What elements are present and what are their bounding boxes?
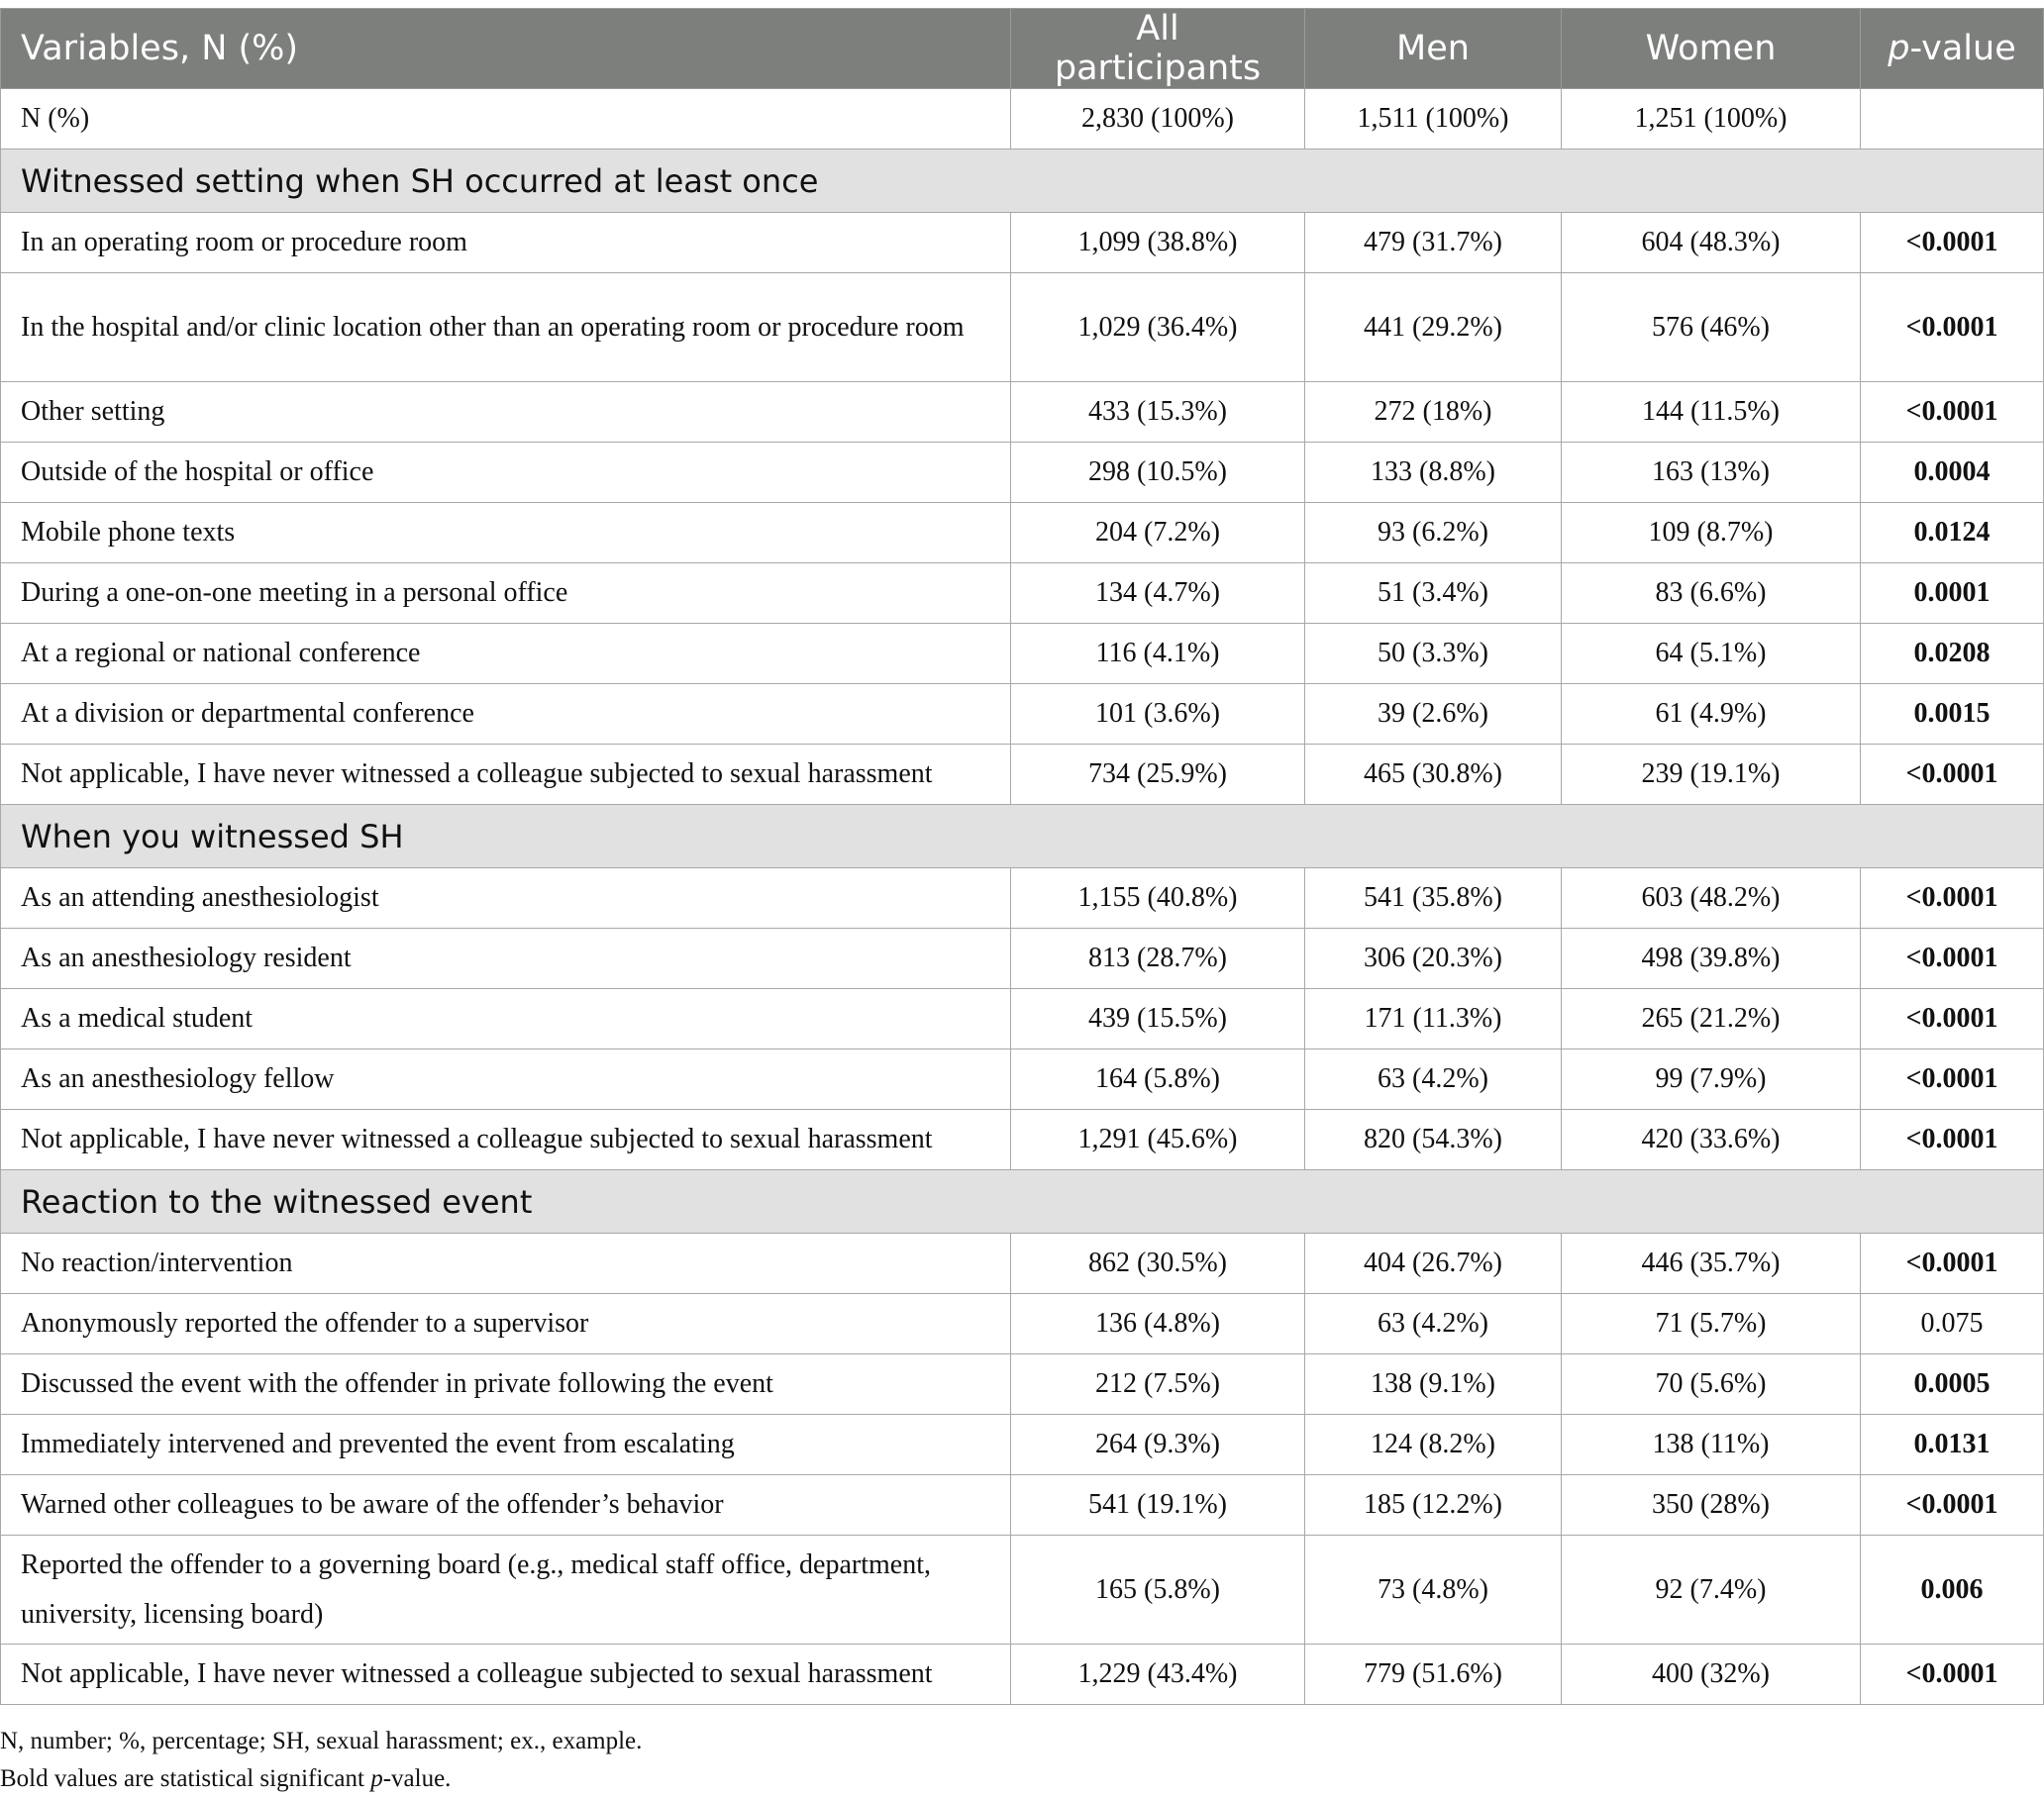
table-row	[1, 1294, 2044, 1354]
table-row	[1, 1354, 2044, 1415]
cell-women: 576 (46%)	[1562, 273, 1861, 382]
cell-men: 820 (54.3%)	[1305, 1110, 1562, 1170]
row-label: Other setting	[1, 382, 1011, 443]
header-variables: Variables, N (%)	[1, 9, 1011, 89]
cell-p-value: <0.0001	[1861, 1110, 2044, 1170]
cell-men: 39 (2.6%)	[1305, 684, 1562, 745]
section-title: Witnessed setting when SH occurred at least once	[1, 150, 2044, 213]
row-label: In the hospital and/or clinic location other than an operating room or procedure room	[1, 273, 1011, 382]
row-label: As an attending anesthesiologist	[1, 868, 1011, 929]
footnote-italic: p	[370, 1765, 383, 1792]
cell-women: 71 (5.7%)	[1562, 1294, 1861, 1354]
n-row	[1, 89, 2044, 150]
row-label: Immediately intervened and prevented the event from escalating	[1, 1415, 1011, 1475]
cell-men: 50 (3.3%)	[1305, 624, 1562, 684]
section-title: Reaction to the witnessed event	[1, 1170, 2044, 1234]
cell-women: 239 (19.1%)	[1562, 745, 1861, 805]
cell-all: 734 (25.9%)	[1011, 745, 1305, 805]
cell-women: 99 (7.9%)	[1562, 1049, 1861, 1110]
row-label: As an anesthesiology resident	[1, 929, 1011, 989]
cell-all: 1,155 (40.8%)	[1011, 868, 1305, 929]
cell-p-value: 0.0001	[1861, 563, 2044, 624]
header-men: Men	[1305, 9, 1562, 89]
table-row	[1, 745, 2044, 805]
table-row	[1, 684, 2044, 745]
section-header-row	[1, 1170, 2044, 1234]
cell-women: 1,251 (100%)	[1562, 89, 1861, 150]
row-label: Outside of the hospital or office	[1, 443, 1011, 503]
cell-women: 64 (5.1%)	[1562, 624, 1861, 684]
cell-women: 138 (11%)	[1562, 1415, 1861, 1475]
cell-p-value: <0.0001	[1861, 989, 2044, 1049]
cell-women: 350 (28%)	[1562, 1475, 1861, 1536]
cell-p-value: 0.0005	[1861, 1354, 2044, 1415]
cell-p-value: 0.075	[1861, 1294, 2044, 1354]
table-row	[1, 929, 2044, 989]
header-all-participants: All participants	[1011, 9, 1305, 89]
header-p-rest: -value	[1909, 29, 2016, 68]
table-row	[1, 1049, 2044, 1110]
cell-all: 1,029 (36.4%)	[1011, 273, 1305, 382]
cell-women: 163 (13%)	[1562, 443, 1861, 503]
cell-women: 265 (21.2%)	[1562, 989, 1861, 1049]
table-row	[1, 213, 2044, 273]
row-label: No reaction/intervention	[1, 1234, 1011, 1294]
cell-women: 603 (48.2%)	[1562, 868, 1861, 929]
cell-women: 420 (33.6%)	[1562, 1110, 1861, 1170]
row-label: Not applicable, I have never witnessed a colleague subjected to sexual harassment	[1, 1110, 1011, 1170]
header-p-value	[1861, 9, 2044, 89]
cell-men: 63 (4.2%)	[1305, 1049, 1562, 1110]
cell-all: 1,291 (45.6%)	[1011, 1110, 1305, 1170]
header-women: Women	[1562, 9, 1861, 89]
cell-men: 1,511 (100%)	[1305, 89, 1562, 150]
table-row	[1, 503, 2044, 563]
cell-men: 93 (6.2%)	[1305, 503, 1562, 563]
section-title: When you witnessed SH	[1, 805, 2044, 868]
cell-men: 272 (18%)	[1305, 382, 1562, 443]
cell-all: 298 (10.5%)	[1011, 443, 1305, 503]
cell-men: 479 (31.7%)	[1305, 213, 1562, 273]
row-label: In an operating room or procedure room	[1, 213, 1011, 273]
cell-p-value: <0.0001	[1861, 745, 2044, 805]
cell-all: 204 (7.2%)	[1011, 503, 1305, 563]
table-row	[1, 1645, 2044, 1705]
table-row	[1, 1415, 2044, 1475]
cell-p-value: 0.0124	[1861, 503, 2044, 563]
footnote-bold-note	[0, 1760, 642, 1798]
table-row	[1, 563, 2044, 624]
row-label: Not applicable, I have never witnessed a colleague subjected to sexual harassment	[1, 1645, 1011, 1705]
row-label: Discussed the event with the offender in private following the event	[1, 1354, 1011, 1415]
cell-men: 306 (20.3%)	[1305, 929, 1562, 989]
cell-all: 813 (28.7%)	[1011, 929, 1305, 989]
row-label: N (%)	[1, 89, 1011, 150]
cell-men: 73 (4.8%)	[1305, 1536, 1562, 1645]
results-table	[0, 8, 2044, 1705]
table-row	[1, 989, 2044, 1049]
table-row	[1, 1475, 2044, 1536]
section-header-row	[1, 150, 2044, 213]
cell-women: 604 (48.3%)	[1562, 213, 1861, 273]
cell-all: 439 (15.5%)	[1011, 989, 1305, 1049]
cell-men: 465 (30.8%)	[1305, 745, 1562, 805]
cell-women: 61 (4.9%)	[1562, 684, 1861, 745]
cell-p-value: 0.0208	[1861, 624, 2044, 684]
row-label: Mobile phone texts	[1, 503, 1011, 563]
cell-all: 212 (7.5%)	[1011, 1354, 1305, 1415]
row-label: At a division or departmental conference	[1, 684, 1011, 745]
cell-men: 779 (51.6%)	[1305, 1645, 1562, 1705]
cell-women: 92 (7.4%)	[1562, 1536, 1861, 1645]
table-row	[1, 1234, 2044, 1294]
cell-men: 133 (8.8%)	[1305, 443, 1562, 503]
cell-all: 264 (9.3%)	[1011, 1415, 1305, 1475]
cell-all: 134 (4.7%)	[1011, 563, 1305, 624]
cell-all: 433 (15.3%)	[1011, 382, 1305, 443]
table-row	[1, 1536, 2044, 1645]
table-row	[1, 273, 2044, 382]
cell-women: 70 (5.6%)	[1562, 1354, 1861, 1415]
cell-men: 138 (9.1%)	[1305, 1354, 1562, 1415]
row-label: During a one-on-one meeting in a personal office	[1, 563, 1011, 624]
cell-p-value: 0.0015	[1861, 684, 2044, 745]
header-row	[1, 9, 2044, 89]
footnote-abbreviations: N, number; %, percentage; SH, sexual harassment; ex., example.	[0, 1728, 643, 1754]
cell-men: 171 (11.3%)	[1305, 989, 1562, 1049]
cell-p-value	[1861, 89, 2044, 150]
cell-men: 185 (12.2%)	[1305, 1475, 1562, 1536]
cell-all: 1,099 (38.8%)	[1011, 213, 1305, 273]
cell-all: 1,229 (43.4%)	[1011, 1645, 1305, 1705]
cell-women: 446 (35.7%)	[1562, 1234, 1861, 1294]
row-label: At a regional or national conference	[1, 624, 1011, 684]
table-row	[1, 868, 2044, 929]
cell-women: 400 (32%)	[1562, 1645, 1861, 1705]
cell-men: 541 (35.8%)	[1305, 868, 1562, 929]
cell-all: 101 (3.6%)	[1011, 684, 1305, 745]
footnotes	[0, 1723, 642, 1798]
cell-men: 63 (4.2%)	[1305, 1294, 1562, 1354]
cell-women: 83 (6.6%)	[1562, 563, 1861, 624]
cell-p-value: <0.0001	[1861, 1234, 2044, 1294]
cell-women: 498 (39.8%)	[1562, 929, 1861, 989]
cell-p-value: <0.0001	[1861, 1645, 2044, 1705]
table-row	[1, 382, 2044, 443]
row-label: Anonymously reported the offender to a supervisor	[1, 1294, 1011, 1354]
row-label: As a medical student	[1, 989, 1011, 1049]
row-label: Reported the offender to a governing board (e.g., medical staff office, department, university, licensing board)	[1, 1536, 1011, 1645]
cell-all: 164 (5.8%)	[1011, 1049, 1305, 1110]
table-row	[1, 624, 2044, 684]
cell-women: 144 (11.5%)	[1562, 382, 1861, 443]
row-label: Warned other colleagues to be aware of the offender’s behavior	[1, 1475, 1011, 1536]
cell-p-value: <0.0001	[1861, 1049, 2044, 1110]
cell-all: 136 (4.8%)	[1011, 1294, 1305, 1354]
cell-p-value: 0.006	[1861, 1536, 2044, 1645]
cell-p-value: 0.0131	[1861, 1415, 2044, 1475]
cell-all: 541 (19.1%)	[1011, 1475, 1305, 1536]
cell-men: 51 (3.4%)	[1305, 563, 1562, 624]
cell-men: 124 (8.2%)	[1305, 1415, 1562, 1475]
table-row	[1, 1110, 2044, 1170]
footnote-text: Bold values are statistical significant	[0, 1765, 371, 1792]
cell-p-value: <0.0001	[1861, 273, 2044, 382]
cell-men: 404 (26.7%)	[1305, 1234, 1562, 1294]
cell-p-value: 0.0004	[1861, 443, 2044, 503]
cell-p-value: <0.0001	[1861, 1475, 2044, 1536]
cell-all: 862 (30.5%)	[1011, 1234, 1305, 1294]
row-label: Not applicable, I have never witnessed a colleague subjected to sexual harassment	[1, 745, 1011, 805]
cell-men: 441 (29.2%)	[1305, 273, 1562, 382]
cell-all: 165 (5.8%)	[1011, 1536, 1305, 1645]
table-row	[1, 443, 2044, 503]
cell-p-value: <0.0001	[1861, 382, 2044, 443]
cell-all: 2,830 (100%)	[1011, 89, 1305, 150]
footnote-text-end: -value.	[382, 1765, 452, 1792]
cell-women: 109 (8.7%)	[1562, 503, 1861, 563]
cell-all: 116 (4.1%)	[1011, 624, 1305, 684]
cell-p-value: <0.0001	[1861, 213, 2044, 273]
cell-p-value: <0.0001	[1861, 929, 2044, 989]
section-header-row	[1, 805, 2044, 868]
cell-p-value: <0.0001	[1861, 868, 2044, 929]
header-p-italic: p	[1888, 29, 1910, 68]
row-label: As an anesthesiology fellow	[1, 1049, 1011, 1110]
